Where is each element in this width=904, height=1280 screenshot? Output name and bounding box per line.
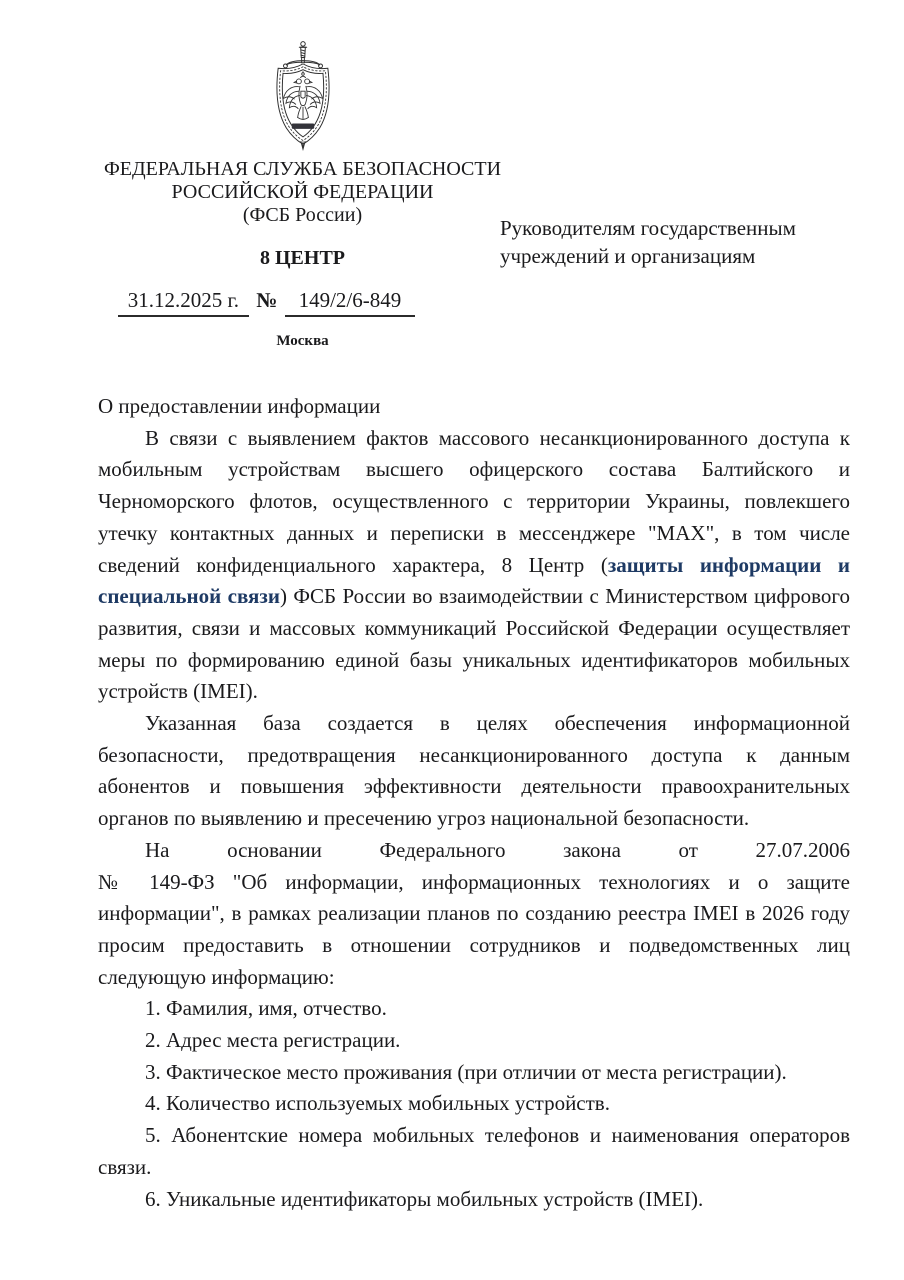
list-item-5: 5. Абонентские номера мобильных телефонов и наименования операторов связи. xyxy=(98,1123,850,1179)
paragraph-1-bold-navy: защиты информации и специальной связи xyxy=(98,552,850,609)
fsb-emblem-icon xyxy=(259,40,347,152)
date-number-line xyxy=(64,288,469,317)
subject-line: О предоставлении информации xyxy=(98,394,381,418)
date-value: 31.12.2025 г. xyxy=(118,288,249,317)
letterhead xyxy=(100,40,505,350)
double-headed-eagle-icon xyxy=(283,72,322,120)
emblem-banner xyxy=(291,124,313,129)
list-item-3: 3. Фактическое место проживания (при отличии от места регистрации). xyxy=(145,1059,787,1084)
body-paragraph-3-rest: № 149-ФЗ "Об информации, информационных технологиях и о защите информации", в рамках реализации планов по созданию реестра IMEI в 2026 году просим предоставить в отношении сотрудников и подведомственных лиц следующую информацию: xyxy=(98,869,850,989)
list-item-1: 1. Фамилия, имя, отчество. xyxy=(145,996,387,1021)
paragraph-1-text-before: В связи с выявлением фактов массового несанкционированного доступа к мобильным устройствам высшего офицерского состава Балтийского и Черноморского флотов, осуществленного с территории Украины, повлекшего утечку контактных данных и переписки в мессенджере "MAX", в том числе сведений конфиденциального характера, 8 Центр ( xyxy=(98,425,850,577)
addressee-line-2: учреждений и организациям xyxy=(500,244,756,268)
unit-name: 8 ЦЕНТР xyxy=(259,247,345,269)
city-label: Москва xyxy=(276,333,329,349)
body-paragraph-1 xyxy=(98,423,850,708)
paragraph-1-text-after: ) ФСБ России во взаимодействии с Министерством цифрового развития, связи и массовых коммуникаций Российской Федерации осуществляет меры по формированию единой базы уникальных идентификаторов мобильных устройств (IMEI). xyxy=(98,584,850,704)
list-item-4: 4. Количество используемых мобильных устройств. xyxy=(145,1091,610,1116)
numbered-list xyxy=(98,993,850,1215)
body-paragraph-3-first-line: На основании Федерального закона от 27.07.2006 xyxy=(145,837,850,862)
addressee-block xyxy=(500,214,840,270)
org-name-short: (ФСБ России) xyxy=(242,204,363,226)
org-name-block xyxy=(100,158,505,227)
list-item-2: 2. Адрес места регистрации. xyxy=(145,1028,401,1053)
addressee-line-1: Руководителям государственным xyxy=(500,216,796,240)
number-value: 149/2/6-849 xyxy=(285,288,416,317)
org-name-line-2: РОССИЙСКОЙ ФЕДЕРАЦИИ xyxy=(171,181,434,203)
number-sign: № xyxy=(256,288,278,312)
body-paragraph-2: Указанная база создается в целях обеспечения информационной безопасности, предотвращения несанкционированного доступа к данным абонентов и повышения эффективности деятельности правоохранительных органов по выявлению и пресечению угроз национальной безопасности. xyxy=(98,711,850,831)
org-name-line-1: ФЕДЕРАЛЬНАЯ СЛУЖБА БЕЗОПАСНОСТИ xyxy=(103,158,502,180)
letter-body xyxy=(98,391,850,1215)
list-item-6: 6. Уникальные идентификаторы мобильных устройств (IMEI). xyxy=(145,1186,704,1211)
